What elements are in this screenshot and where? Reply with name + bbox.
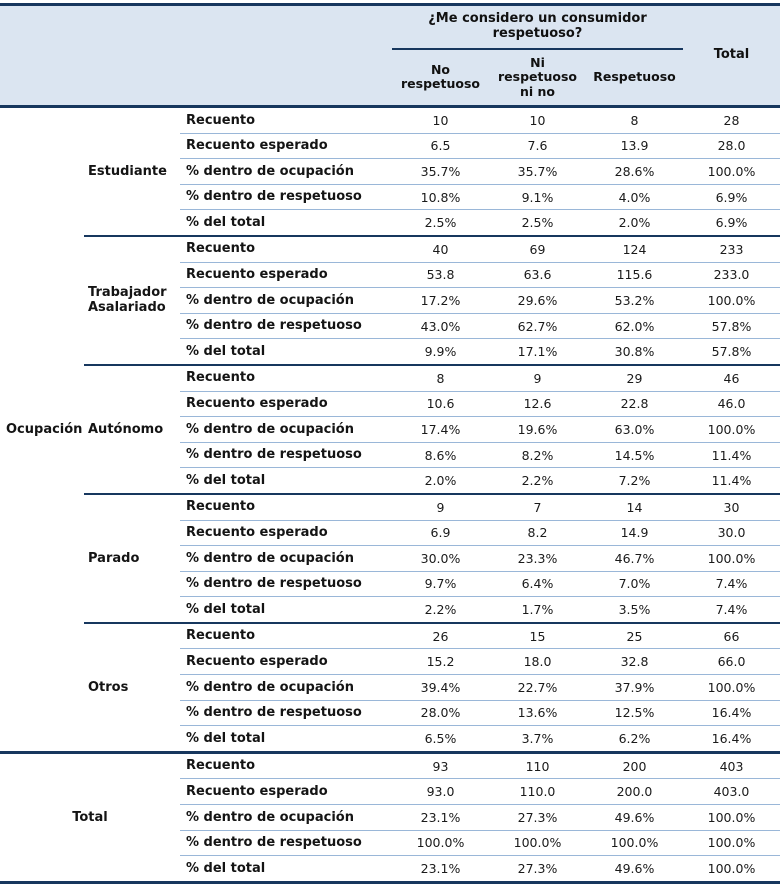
value-cell: 22.7% xyxy=(489,675,586,701)
group-name: Autónomo xyxy=(84,365,180,494)
metric-label: Recuento xyxy=(180,623,392,649)
value-cell: 9.1% xyxy=(489,184,586,210)
value-cell: 7.6 xyxy=(489,133,586,159)
value-cell: 100.0% xyxy=(683,856,780,883)
value-cell: 93.0 xyxy=(392,779,489,805)
value-cell: 22.8 xyxy=(586,391,683,417)
row-dimension-label: Ocupación xyxy=(0,107,84,753)
total-column-header: Total xyxy=(683,5,780,107)
value-cell: 27.3% xyxy=(489,805,586,831)
table-header xyxy=(0,5,780,107)
value-cell: 9 xyxy=(489,365,586,391)
value-cell: 403 xyxy=(683,752,780,779)
value-cell: 35.7% xyxy=(489,159,586,185)
value-cell: 8.2% xyxy=(489,442,586,468)
value-cell: 9 xyxy=(392,494,489,520)
value-cell: 10.8% xyxy=(392,184,489,210)
metric-label: % dentro de respetuoso xyxy=(180,313,392,339)
value-cell: 233.0 xyxy=(683,262,780,288)
column-header-respetuoso: Respetuoso xyxy=(586,49,683,107)
metric-label: % dentro de ocupación xyxy=(180,805,392,831)
value-cell: 13.9 xyxy=(586,133,683,159)
value-cell: 23.1% xyxy=(392,856,489,883)
value-cell: 100.0% xyxy=(683,546,780,572)
value-cell: 63.0% xyxy=(586,417,683,443)
value-cell: 16.4% xyxy=(683,700,780,726)
value-cell: 6.5% xyxy=(392,726,489,753)
value-cell: 115.6 xyxy=(586,262,683,288)
value-cell: 200.0 xyxy=(586,779,683,805)
value-cell: 100.0% xyxy=(683,805,780,831)
value-cell: 49.6% xyxy=(586,805,683,831)
value-cell: 124 xyxy=(586,236,683,262)
value-cell: 15 xyxy=(489,623,586,649)
crosstab-table xyxy=(0,3,780,884)
value-cell: 37.9% xyxy=(586,675,683,701)
metric-label: Recuento xyxy=(180,236,392,262)
question-header: ¿Me considero un consumidor respetuoso? xyxy=(392,5,683,49)
metric-label: Recuento xyxy=(180,752,392,779)
value-cell: 8.6% xyxy=(392,442,489,468)
value-cell: 8 xyxy=(586,107,683,134)
value-cell: 28.6% xyxy=(586,159,683,185)
value-cell: 4.0% xyxy=(586,184,683,210)
value-cell: 23.3% xyxy=(489,546,586,572)
value-cell: 43.0% xyxy=(392,313,489,339)
value-cell: 6.9 xyxy=(392,520,489,546)
metric-label: Recuento xyxy=(180,494,392,520)
value-cell: 62.7% xyxy=(489,313,586,339)
value-cell: 403.0 xyxy=(683,779,780,805)
metric-label: Recuento xyxy=(180,107,392,134)
value-cell: 3.5% xyxy=(586,597,683,623)
metric-label: % dentro de ocupación xyxy=(180,675,392,701)
metric-label: % del total xyxy=(180,726,392,753)
header-row-question xyxy=(0,5,780,49)
value-cell: 57.8% xyxy=(683,339,780,365)
value-cell: 100.0% xyxy=(586,830,683,856)
value-cell: 1.7% xyxy=(489,597,586,623)
value-cell: 2.0% xyxy=(586,210,683,236)
total-row-label: Total xyxy=(0,752,180,882)
value-cell: 100.0% xyxy=(683,417,780,443)
value-cell: 15.2 xyxy=(392,649,489,675)
metric-label: % dentro de ocupación xyxy=(180,288,392,314)
metric-label: % del total xyxy=(180,468,392,494)
value-cell: 17.4% xyxy=(392,417,489,443)
value-cell: 46.0 xyxy=(683,391,780,417)
value-cell: 100.0% xyxy=(683,288,780,314)
value-cell: 7.0% xyxy=(586,571,683,597)
table-row xyxy=(0,494,780,520)
metric-label: % dentro de respetuoso xyxy=(180,571,392,597)
metric-label: % dentro de ocupación xyxy=(180,546,392,572)
value-cell: 7.4% xyxy=(683,571,780,597)
value-cell: 9.9% xyxy=(392,339,489,365)
value-cell: 14.5% xyxy=(586,442,683,468)
metric-label: % del total xyxy=(180,856,392,883)
value-cell: 69 xyxy=(489,236,586,262)
value-cell: 6.5 xyxy=(392,133,489,159)
value-cell: 2.5% xyxy=(489,210,586,236)
value-cell: 30.0% xyxy=(392,546,489,572)
metric-label: Recuento xyxy=(180,365,392,391)
value-cell: 11.4% xyxy=(683,442,780,468)
value-cell: 10 xyxy=(392,107,489,134)
value-cell: 11.4% xyxy=(683,468,780,494)
metric-label: % del total xyxy=(180,339,392,365)
value-cell: 57.8% xyxy=(683,313,780,339)
value-cell: 32.8 xyxy=(586,649,683,675)
value-cell: 63.6 xyxy=(489,262,586,288)
metric-label: Recuento esperado xyxy=(180,779,392,805)
value-cell: 18.0 xyxy=(489,649,586,675)
value-cell: 30.8% xyxy=(586,339,683,365)
value-cell: 10 xyxy=(489,107,586,134)
value-cell: 7 xyxy=(489,494,586,520)
value-cell: 19.6% xyxy=(489,417,586,443)
value-cell: 29 xyxy=(586,365,683,391)
metric-label: % dentro de respetuoso xyxy=(180,442,392,468)
metric-label: Recuento esperado xyxy=(180,133,392,159)
value-cell: 200 xyxy=(586,752,683,779)
value-cell: 6.9% xyxy=(683,210,780,236)
value-cell: 6.9% xyxy=(683,184,780,210)
value-cell: 100.0% xyxy=(392,830,489,856)
value-cell: 2.5% xyxy=(392,210,489,236)
group-name: Parado xyxy=(84,494,180,623)
value-cell: 30.0 xyxy=(683,520,780,546)
value-cell: 40 xyxy=(392,236,489,262)
value-cell: 100.0% xyxy=(489,830,586,856)
column-header-ni-respetuoso-ni-no: Ni respetuoso ni no xyxy=(489,49,586,107)
value-cell: 13.6% xyxy=(489,700,586,726)
value-cell: 16.4% xyxy=(683,726,780,753)
value-cell: 27.3% xyxy=(489,856,586,883)
value-cell: 7.2% xyxy=(586,468,683,494)
value-cell: 233 xyxy=(683,236,780,262)
value-cell: 100.0% xyxy=(683,159,780,185)
value-cell: 17.2% xyxy=(392,288,489,314)
metric-label: % dentro de ocupación xyxy=(180,417,392,443)
value-cell: 35.7% xyxy=(392,159,489,185)
value-cell: 110 xyxy=(489,752,586,779)
value-cell: 66 xyxy=(683,623,780,649)
value-cell: 30 xyxy=(683,494,780,520)
value-cell: 10.6 xyxy=(392,391,489,417)
metric-label: % dentro de respetuoso xyxy=(180,184,392,210)
value-cell: 66.0 xyxy=(683,649,780,675)
table-row xyxy=(0,365,780,391)
value-cell: 6.4% xyxy=(489,571,586,597)
value-cell: 12.6 xyxy=(489,391,586,417)
value-cell: 28.0 xyxy=(683,133,780,159)
value-cell: 14 xyxy=(586,494,683,520)
value-cell: 100.0% xyxy=(683,675,780,701)
value-cell: 17.1% xyxy=(489,339,586,365)
value-cell: 28.0% xyxy=(392,700,489,726)
group-name: Trabajador Asalariado xyxy=(84,236,180,365)
value-cell: 62.0% xyxy=(586,313,683,339)
value-cell: 3.7% xyxy=(489,726,586,753)
value-cell: 23.1% xyxy=(392,805,489,831)
table-row xyxy=(0,236,780,262)
value-cell: 28 xyxy=(683,107,780,134)
table-row xyxy=(0,107,780,134)
value-cell: 25 xyxy=(586,623,683,649)
value-cell: 2.0% xyxy=(392,468,489,494)
value-cell: 14.9 xyxy=(586,520,683,546)
value-cell: 8.2 xyxy=(489,520,586,546)
column-header-no-respetuoso: No respetuoso xyxy=(392,49,489,107)
value-cell: 53.2% xyxy=(586,288,683,314)
group-name: Otros xyxy=(84,623,180,752)
value-cell: 9.7% xyxy=(392,571,489,597)
value-cell: 46 xyxy=(683,365,780,391)
metric-label: Recuento esperado xyxy=(180,520,392,546)
value-cell: 2.2% xyxy=(392,597,489,623)
value-cell: 110.0 xyxy=(489,779,586,805)
table-row xyxy=(0,623,780,649)
group-name: Estudiante xyxy=(84,107,180,236)
value-cell: 8 xyxy=(392,365,489,391)
value-cell: 29.6% xyxy=(489,288,586,314)
corner-cell xyxy=(0,5,392,107)
value-cell: 6.2% xyxy=(586,726,683,753)
table-row xyxy=(0,752,780,779)
value-cell: 7.4% xyxy=(683,597,780,623)
metric-label: % del total xyxy=(180,597,392,623)
value-cell: 26 xyxy=(392,623,489,649)
metric-label: Recuento esperado xyxy=(180,391,392,417)
value-cell: 100.0% xyxy=(683,830,780,856)
value-cell: 12.5% xyxy=(586,700,683,726)
value-cell: 93 xyxy=(392,752,489,779)
value-cell: 49.6% xyxy=(586,856,683,883)
value-cell: 53.8 xyxy=(392,262,489,288)
metric-label: Recuento esperado xyxy=(180,649,392,675)
metric-label: % dentro de ocupación xyxy=(180,159,392,185)
metric-label: Recuento esperado xyxy=(180,262,392,288)
metric-label: % del total xyxy=(180,210,392,236)
metric-label: % dentro de respetuoso xyxy=(180,830,392,856)
table-body xyxy=(0,107,780,883)
value-cell: 2.2% xyxy=(489,468,586,494)
value-cell: 46.7% xyxy=(586,546,683,572)
value-cell: 39.4% xyxy=(392,675,489,701)
metric-label: % dentro de respetuoso xyxy=(180,700,392,726)
